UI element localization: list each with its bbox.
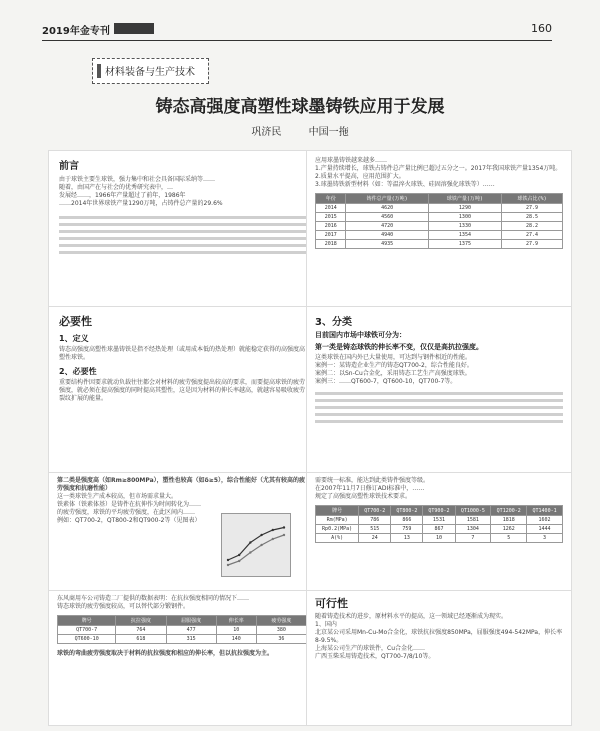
author-line	[0, 123, 600, 138]
data-point	[260, 534, 262, 536]
subheading: 目前国内市场中球铁可分为：	[315, 331, 406, 339]
data-point	[238, 554, 240, 556]
table-cell: 10	[216, 626, 256, 635]
text-line: 1.产量持续增长，球铁占铸件总产量比例已超过五分之一。2017年我国球铁产量1354万吨。	[315, 165, 562, 172]
issue-label: 2019年金专刊	[42, 26, 110, 37]
panel-title: 第二类是强度高（如Rm≥800MPa），塑性也较高（如δ≥5），综合性能好（尤其有较高的疲劳强度和抗磨性能）	[57, 477, 306, 492]
data-point	[283, 526, 285, 528]
table-cell: 477	[166, 626, 216, 635]
fatigue-table	[57, 615, 307, 644]
text-line: 这类球铁在国内外已大量使用，可达到与钢件相近的性能。	[315, 354, 472, 361]
table-cell: 28.2	[502, 222, 563, 231]
table-cell: 13	[391, 534, 423, 543]
table-cell: A(%)	[316, 534, 359, 543]
table-cell: 759	[391, 525, 423, 534]
production-table	[315, 193, 563, 249]
data-point	[249, 551, 251, 553]
table-header: QT1200-2	[491, 506, 527, 516]
table-cell: 5	[491, 534, 527, 543]
panel-category-two	[48, 472, 316, 594]
text-line: 由于球铁主要生球铁，强力集中和社会具备国际采纳等……	[59, 176, 216, 183]
data-point	[272, 538, 274, 540]
table-cell: QT600-10	[58, 635, 116, 644]
text-line: 案例三：……QT600-7，QT600-10，QT700-7等。	[315, 378, 457, 385]
text-line: 在2007年11月7日修订ADI标准中，……	[315, 485, 425, 492]
table-row	[316, 240, 563, 249]
text-line: 例如：QT700-2，QT800-2和QT900-2等（见图表）	[57, 517, 201, 524]
panel-fatigue-data	[48, 590, 316, 726]
subheading: 第一类是铸态球铁的伸长率不变，仅仅是高抗拉强度。	[315, 343, 483, 351]
table-cell: 1444	[527, 525, 563, 534]
text-line: 重要结构件因要求就动负载往往都会对材料的疲劳强度提出较高的要求，而要提高球铁的疲劳强度，就必须在提高强度的同时提高其塑性，这是因为材料的伸长率越高，就越容易吸收疲劳裂纹扩展的能量。	[59, 379, 306, 402]
table-cell: 2015	[316, 213, 346, 222]
panel-title: 3、分类	[315, 317, 352, 328]
panel-ADI-standard	[306, 472, 572, 594]
table-cell: 618	[116, 635, 166, 644]
table-cell: 10	[423, 534, 455, 543]
table-cell: 4940	[346, 231, 428, 240]
table-cell: 1531	[423, 516, 455, 525]
panel-statistics	[306, 150, 572, 314]
panel-title: 可行性	[315, 597, 348, 610]
subheading: 1、定义	[59, 334, 89, 343]
series-line-1	[228, 528, 284, 561]
table-header: QT700-2	[359, 506, 391, 516]
table-header: QT1400-1	[527, 506, 563, 516]
table-cell: Rp0.2(MPa)	[316, 525, 359, 534]
panel-feasibility	[306, 590, 572, 726]
table-cell: 315	[166, 635, 216, 644]
table-header: 球铁产量(万吨)	[428, 194, 501, 204]
text-line: 这一类球铁生产成本较高，但市场需求量大。	[57, 493, 178, 500]
table-header: QT1000-5	[455, 506, 491, 516]
table-row	[316, 231, 563, 240]
text-line: 发展经……，1966年产量超过了前年，1986年	[59, 192, 186, 199]
table-cell: 4560	[346, 213, 428, 222]
author-affiliation: 中国一拖	[308, 127, 349, 138]
table-cell: 1300	[428, 213, 501, 222]
table-cell: 764	[116, 626, 166, 635]
text-line: 铁素体（铁素体基）是铸件在抗伸作为时间转化为……	[57, 501, 202, 508]
text-line: 随着，由国产在与社会的优秀研究表中，…	[59, 184, 174, 191]
section-label-box	[92, 58, 209, 84]
table-cell: 1290	[428, 204, 501, 213]
table-header: QT800-2	[391, 506, 423, 516]
table-header: 牌号	[58, 616, 116, 626]
table-cell: 380	[256, 626, 306, 635]
table-cell: 24	[359, 534, 391, 543]
table-row	[58, 635, 307, 644]
table-row	[316, 534, 563, 543]
text-line: 需要统一标准，能达到此类铸件强度等级。	[315, 477, 430, 484]
text-line: 的疲劳强度，球铁的平均疲劳强度，在此区间内……	[57, 509, 196, 516]
standard-table	[315, 505, 563, 543]
table-cell: 2017	[316, 231, 346, 240]
table-cell: Rm(MPa)	[316, 516, 359, 525]
section-bar	[97, 64, 101, 78]
table-cell: 36	[256, 635, 306, 644]
table-cell: 867	[423, 525, 455, 534]
table-cell: 2016	[316, 222, 346, 231]
subheading: 2、必要性	[59, 367, 97, 376]
data-point	[249, 541, 251, 543]
table-row	[58, 626, 307, 635]
page-number: 160	[531, 22, 552, 35]
table-cell: 27.9	[502, 204, 563, 213]
table-cell: 4935	[346, 240, 428, 249]
data-point	[283, 534, 285, 536]
text-line: ……2014年世界球铁产量1290万吨，占铸件总产量的29.6%	[59, 200, 223, 207]
data-point	[227, 564, 229, 566]
data-point	[227, 559, 229, 561]
panel-title: 前言	[59, 161, 79, 172]
table-header: 年份	[316, 194, 346, 204]
series-line-2	[228, 535, 284, 565]
text-line: 案例二：以Sn-Cu合金化，采用铸态工艺生产高强度球铁。	[315, 370, 471, 377]
text-line: 铸态高强度高塑性球墨铸铁是指不经热处理（或用成本低的热处理）就能稳定获得的高强度高塑性球铁。	[59, 346, 306, 361]
table-cell: 1602	[527, 516, 563, 525]
text-line: 上海某公司生产的球铁件，Cu合金化……	[315, 645, 425, 652]
text-line: 规定了高强度高塑性球铁技术要求。	[315, 493, 412, 500]
table-row	[316, 213, 563, 222]
text-line: 2.质量水平提高，应用范围扩大。	[315, 173, 405, 180]
text-line: 案例一：某铸造企业生产的铸态QT700-2，综合性能良好。	[315, 362, 473, 369]
article-title: 铸态高强度高塑性球墨铸铁应用于发展	[155, 97, 445, 117]
section-label: 材料装备与生产技术	[105, 67, 195, 78]
table-header: QT900-2	[423, 506, 455, 516]
table-cell: 140	[216, 635, 256, 644]
table-cell: 1581	[455, 516, 491, 525]
table-cell: 27.4	[502, 231, 563, 240]
table-cell: 2018	[316, 240, 346, 249]
text-line: 应用球墨铸铁越来越多……	[315, 157, 388, 164]
header-tab	[114, 23, 154, 34]
panel-necessity	[48, 306, 320, 480]
table-row	[316, 222, 563, 231]
strength-chart	[221, 513, 291, 577]
table-row	[316, 516, 563, 525]
table-cell: 4620	[346, 204, 428, 213]
table-header: 球铁占比(%)	[502, 194, 563, 204]
text-line: 北京某公司采用Mn-Cu-Mo合金化，球铁抗拉强度850MPa，屈服强度494-542MPa，伸长率8-9.5%。	[315, 629, 563, 644]
text-line: 3.球墨铸铁新型材料（如：等温淬火球铁、硅固溶强化球铁等）……	[315, 181, 495, 188]
table-header: 伸长率	[216, 616, 256, 626]
data-point	[260, 544, 262, 546]
panel-classification	[306, 306, 572, 480]
table-cell: 3	[527, 534, 563, 543]
emphasis-text: 球铁的弯曲疲劳强度取决于材料的抗拉强度和相应的伸长率，但以抗拉强度为主。	[57, 650, 274, 657]
data-point	[272, 529, 274, 531]
text-line: 东风商用车公司铸造二厂提供的数据表明：在抗拉强度相同的情况下……	[57, 595, 250, 602]
table-cell: 27.9	[502, 240, 563, 249]
table-header: 屈服强度	[166, 616, 216, 626]
table-cell: 4720	[346, 222, 428, 231]
table-cell: 1262	[491, 525, 527, 534]
panel-title: 必要性	[59, 315, 92, 328]
table-header: 铸件总产量(万吨)	[346, 194, 428, 204]
table-cell: 2014	[316, 204, 346, 213]
table-cell: 515	[359, 525, 391, 534]
table-header: 疲劳强度	[256, 616, 306, 626]
table-header: 抗拉强度	[116, 616, 166, 626]
table-cell: 1304	[455, 525, 491, 534]
text-line: 随着铸造技术的进步，原材料水平的提高，这一领域已经逐渐成为现实。	[315, 613, 508, 620]
author-name: 巩济民	[251, 127, 282, 138]
table-cell: 1818	[491, 516, 527, 525]
panel-preface	[48, 150, 320, 314]
text-line: 1、国内	[315, 621, 337, 628]
table-cell: 7	[455, 534, 491, 543]
text-line: 广西玉柴采用铸造技术，QT700-7/8/10等。	[315, 653, 435, 660]
table-cell: 866	[391, 516, 423, 525]
text-line: 铸态球铁的疲劳强度较高，可以替代部分锻钢件。	[57, 603, 190, 610]
table-cell: 1375	[428, 240, 501, 249]
table-header: 牌号	[316, 506, 359, 516]
page-header	[42, 22, 552, 38]
table-cell: 1354	[428, 231, 501, 240]
table-cell: 786	[359, 516, 391, 525]
table-row	[316, 525, 563, 534]
table-row	[316, 204, 563, 213]
table-cell: 1330	[428, 222, 501, 231]
data-point	[238, 560, 240, 562]
table-cell: 28.5	[502, 213, 563, 222]
header-rule	[42, 40, 552, 41]
table-cell: QT700-7	[58, 626, 116, 635]
